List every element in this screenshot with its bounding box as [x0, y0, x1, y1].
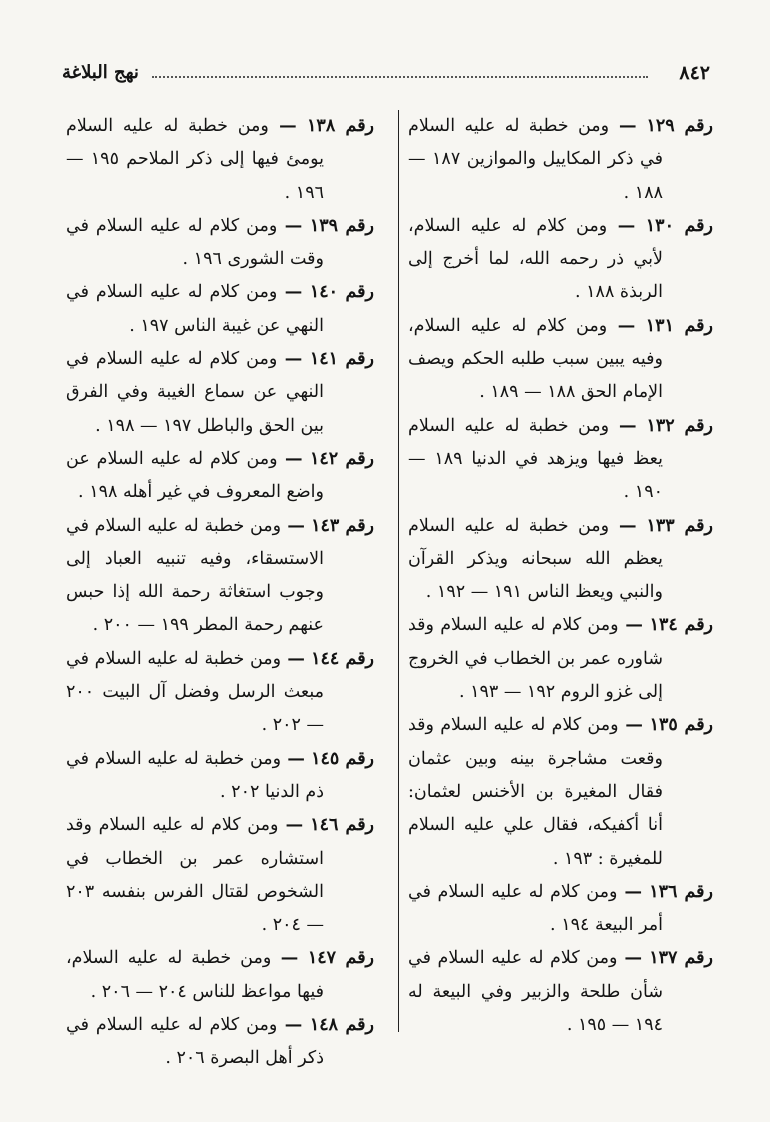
entry-number: رقم ١٤٧ [307, 948, 375, 969]
entry-dash: — [277, 215, 310, 236]
index-entry [408, 110, 713, 210]
right-column [408, 110, 713, 1042]
index-entry [66, 809, 374, 942]
entry-dash: — [618, 615, 650, 636]
entry-number: رقم ١٣٧ [649, 948, 714, 969]
index-entry [66, 343, 374, 443]
index-entry [66, 1009, 374, 1076]
entry-text: ومن كلام له عليه السلام في ذكر أهل البصرة ٢٠٦ . [66, 1015, 324, 1069]
entry-number: رقم ١٤٣ [311, 515, 375, 536]
header-dotted-rule [152, 76, 648, 78]
entry-text: ومن كلام له عليه السلام في شأن طلحة والزبير وفي البيعة له ١٩٤ — ١٩٥ . [408, 948, 663, 1036]
entry-number: رقم ١٣٢ [646, 415, 713, 436]
entry-text: ومن خطبة له عليه السلام يعظ فيها ويزهد في الدنيا ١٨٩ — ١٩٠ . [408, 415, 663, 503]
entry-number: رقم ١٤٢ [309, 448, 375, 469]
entry-number: رقم ١٢٩ [646, 116, 713, 136]
entry-text: ومن خطبة له عليه السلام في ذكر المكاييل والموازين ١٨٧ — ١٨٨ . [408, 116, 663, 203]
index-entry [408, 410, 713, 510]
entry-text: ومن كلام له عليه السلام، وفيه يبين سبب طلبه الحكم ويصف الإمام الحق ١٨٨ — ١٨٩ . [408, 315, 663, 403]
entry-dash: — [281, 515, 312, 536]
entry-number: رقم ١٤٠ [309, 282, 375, 303]
entry-dash: — [618, 715, 650, 736]
entry-number: رقم ١٣١ [645, 315, 713, 336]
column-divider [398, 110, 399, 1032]
index-entry [66, 510, 374, 643]
entry-number: رقم ١٣٦ [649, 881, 714, 902]
index-entry [66, 210, 374, 277]
entry-text: ومن كلام له عليه السلام في وقت الشورى ١٩٦ . [66, 215, 324, 270]
entry-text: ومن خطبة له عليه السلام، فيها مواعظ للناس ٢٠٤ — ٢٠٦ . [66, 948, 324, 1002]
index-entry [66, 110, 374, 210]
index-entry [408, 210, 713, 310]
index-entry [66, 743, 374, 810]
entry-number: رقم ١٤٥ [311, 748, 375, 769]
entry-number: رقم ١٤١ [309, 349, 375, 370]
entry-dash: — [277, 282, 310, 303]
entry-dash: — [277, 1015, 310, 1036]
entry-dash: — [281, 748, 312, 769]
entry-dash: — [607, 315, 646, 336]
page-header [62, 60, 710, 90]
entry-text: ومن كلام له عليه السلام، لأبي ذر رحمه الله، لما أخرج إلى الربذة ١٨٨ . [408, 215, 663, 303]
entry-text: ومن خطبة له عليه السلام في الاستسقاء، وفيه تنبيه العباد إلى وجوب استغاثة رحمة الله إذا حبس عنهم رحمة المطر ١٩٩ — ٢٠٠ . [66, 515, 324, 636]
running-title: نهج البلاغة [62, 62, 139, 83]
entry-number: رقم ١٣٩ [309, 215, 375, 236]
entry-text: ومن كلام له عليه السلام وقد وقعت مشاجرة بينه وبين عثمان فقال المغيرة بن الأخنس لعثمان: أنا أكفيكه، فقال علي عليه السلام للمغيرة : ١٩٣ . [408, 715, 663, 869]
entry-number: رقم ١٣٥ [649, 715, 714, 736]
entry-dash: — [281, 648, 312, 669]
entry-dash: — [278, 815, 311, 836]
entry-dash: — [268, 116, 308, 136]
entry-text: ومن كلام له عليه السلام في أمر البيعة ١٩٤ . [408, 881, 663, 936]
entry-text: ومن كلام له عليه السلام في النهي عن سماع الغيبة وفي الفرق بين الحق والباطل ١٩٧ — ١٩٨ . [66, 349, 324, 436]
entry-dash: — [271, 948, 308, 969]
entry-text: ومن خطبة له عليه السلام يعظم الله سبحانه ويذكر القرآن والنبي ويعظ الناس ١٩١ — ١٩٢ . [408, 515, 663, 603]
index-entry [408, 942, 713, 1042]
entry-number: رقم ١٣٠ [645, 215, 713, 236]
entry-text: ومن كلام له عليه السلام عن واضع المعروف في غير أهله ١٩٨ . [66, 448, 324, 503]
entry-number: رقم ١٤٤ [311, 648, 375, 669]
entry-text: ومن خطبة له عليه السلام يومئ فيها إلى ذكر الملاحم ١٩٥ — ١٩٦ . [66, 116, 324, 203]
index-entry [66, 643, 374, 743]
entry-dash: — [607, 215, 646, 236]
entry-dash: — [609, 116, 647, 136]
index-entry [408, 510, 713, 610]
entry-dash: — [277, 349, 310, 370]
entry-dash: — [617, 881, 650, 902]
page-number: ٨٤٢ [679, 62, 710, 84]
entry-number: رقم ١٣٤ [649, 615, 714, 636]
index-entry [66, 443, 374, 510]
left-column [66, 110, 374, 1076]
entry-dash: — [609, 415, 647, 436]
index-entry [66, 942, 374, 1009]
entry-number: رقم ١٣٣ [646, 515, 713, 536]
entry-text: ومن كلام له عليه السلام وقد شاوره عمر بن الخطاب في الخروج إلى غزو الروم ١٩٢ — ١٩٣ . [408, 615, 663, 703]
index-entry [408, 876, 713, 943]
entry-dash: — [609, 515, 647, 536]
entry-dash: — [617, 948, 650, 969]
entry-text: ومن خطبة له عليه السلام في ذم الدنيا ٢٠٢ . [66, 748, 324, 802]
index-entry [408, 709, 713, 875]
entry-dash: — [277, 448, 310, 469]
index-entry [408, 310, 713, 410]
entry-number: رقم ١٣٨ [307, 116, 375, 136]
index-entry [408, 609, 713, 709]
index-entry [66, 276, 374, 343]
entry-number: رقم ١٤٦ [310, 815, 375, 836]
entry-text: ومن كلام له عليه السلام وقد استشاره عمر بن الخطاب في الشخوص لقتال الفرس بنفسه ٢٠٣ — ٢٠٤ . [66, 815, 324, 936]
entry-text: ومن خطبة له عليه السلام في مبعث الرسل وفضل آل البيت ٢٠٠ — ٢٠٢ . [66, 648, 324, 736]
entry-text: ومن كلام له عليه السلام في النهي عن غيبة الناس ١٩٧ . [66, 282, 324, 336]
entry-number: رقم ١٤٨ [309, 1015, 375, 1036]
